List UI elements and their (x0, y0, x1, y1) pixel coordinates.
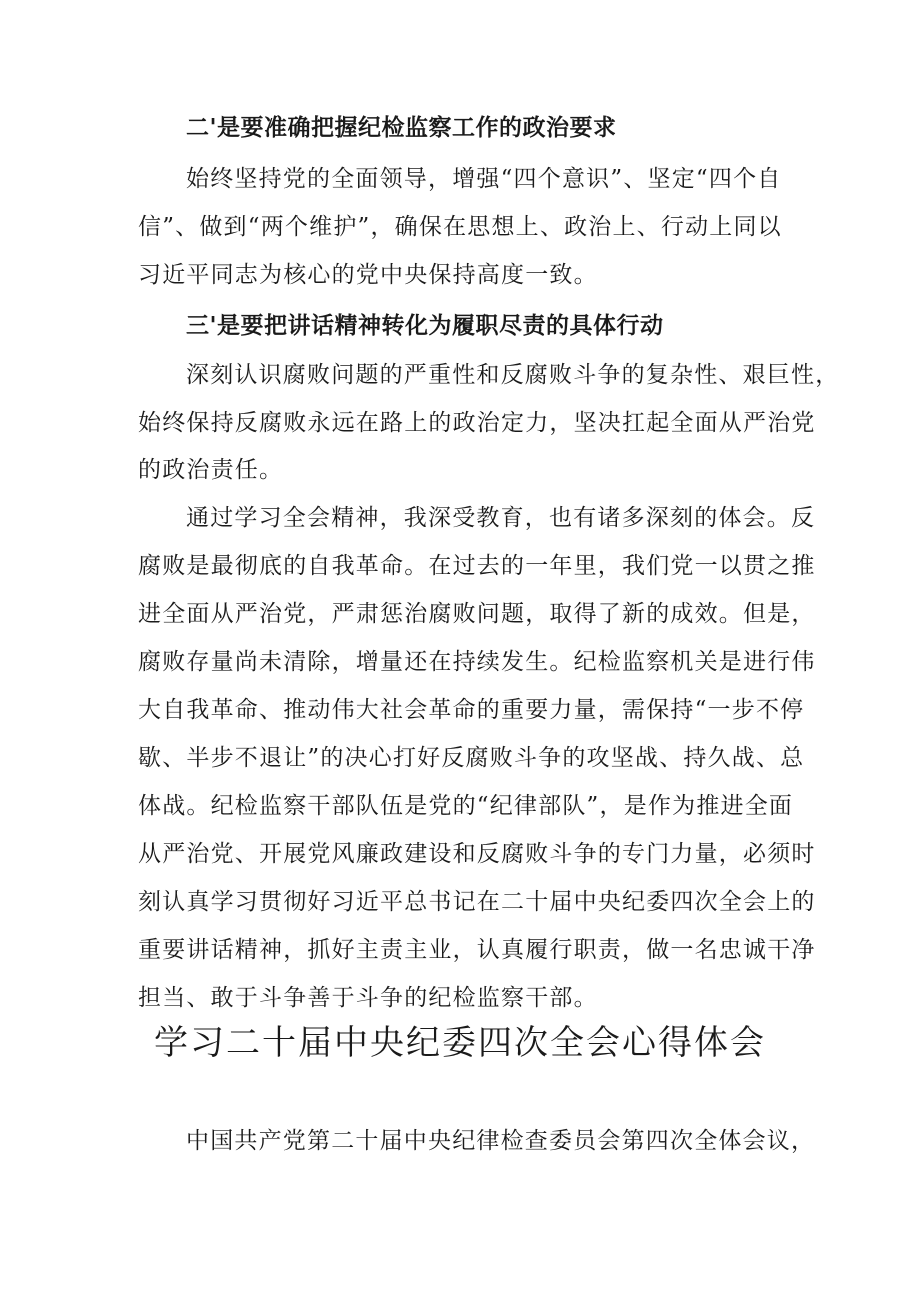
paragraph-line: 歇、半步不退让”的决心打好反腐败斗争的攻坚战、持久战、总 (138, 745, 805, 771)
paragraph-line: 担当、敢于斗争善于斗争的纪检监察干部。 (138, 985, 598, 1011)
paragraph-line: 通过学习全会精神，我深受教育，也有诸多深刻的体会。反 (186, 505, 816, 531)
section-heading-two: 二'是要准确把握纪检监察工作的政治要求 (186, 115, 617, 141)
paragraph-line: 进全面从严治党，严肃惩治腐败问题，取得了新的成效。但是， (138, 601, 816, 627)
paragraph-line: 深刻认识腐败问题的严重性和反腐败斗争的复杂性、艰巨性， (186, 362, 840, 388)
paragraph-line: 腐败是最彻底的自我革命。在过去的一年里，我们党一以贯之推 (138, 553, 816, 579)
paragraph-line: 从严治党、开展党风廉政建设和反腐败斗争的专门力量，必须时 (138, 841, 816, 867)
paragraph-line: 的政治责任。 (138, 457, 284, 483)
paragraph-line: 始终坚持党的全面领导，增强“四个意识”、坚定“四个自 (186, 166, 782, 192)
paragraph-line: 腐败存量尚未清除，增量还在持续发生。纪检监察机关是进行伟 (138, 649, 816, 675)
paragraph-line: 始终保持反腐败永远在路上的政治定力，坚决扛起全面从严治党 (138, 410, 816, 436)
paragraph-line: 刻认真学习贯彻好习近平总书记在二十届中央纪委四次全会上的 (138, 889, 816, 915)
paragraph-line: 信”、做到“两个维护”，确保在思想上、政治上、行动上同以 (138, 214, 782, 240)
section-heading-three: 三'是要把讲话精神转化为履职尽责的具体行动 (186, 313, 664, 339)
paragraph-line: 大自我革命、推动伟大社会革命的重要力量，需保持“一步不停 (138, 697, 805, 723)
paragraph-line: 中国共产党第二十届中央纪律检查委员会第四次全体会议， (186, 1128, 816, 1154)
article-title: 学习二十届中央纪委四次全会心得体会 (154, 1023, 766, 1063)
paragraph-line: 重要讲话精神，抓好主责主业，认真履行职责，做一名忠诚干净 (138, 937, 816, 963)
paragraph-line: 习近平同志为核心的党中央保持高度一致。 (138, 262, 598, 288)
paragraph-line: 体战。纪检监察干部队伍是党的“纪律部队”，是作为推进全面 (138, 793, 794, 819)
